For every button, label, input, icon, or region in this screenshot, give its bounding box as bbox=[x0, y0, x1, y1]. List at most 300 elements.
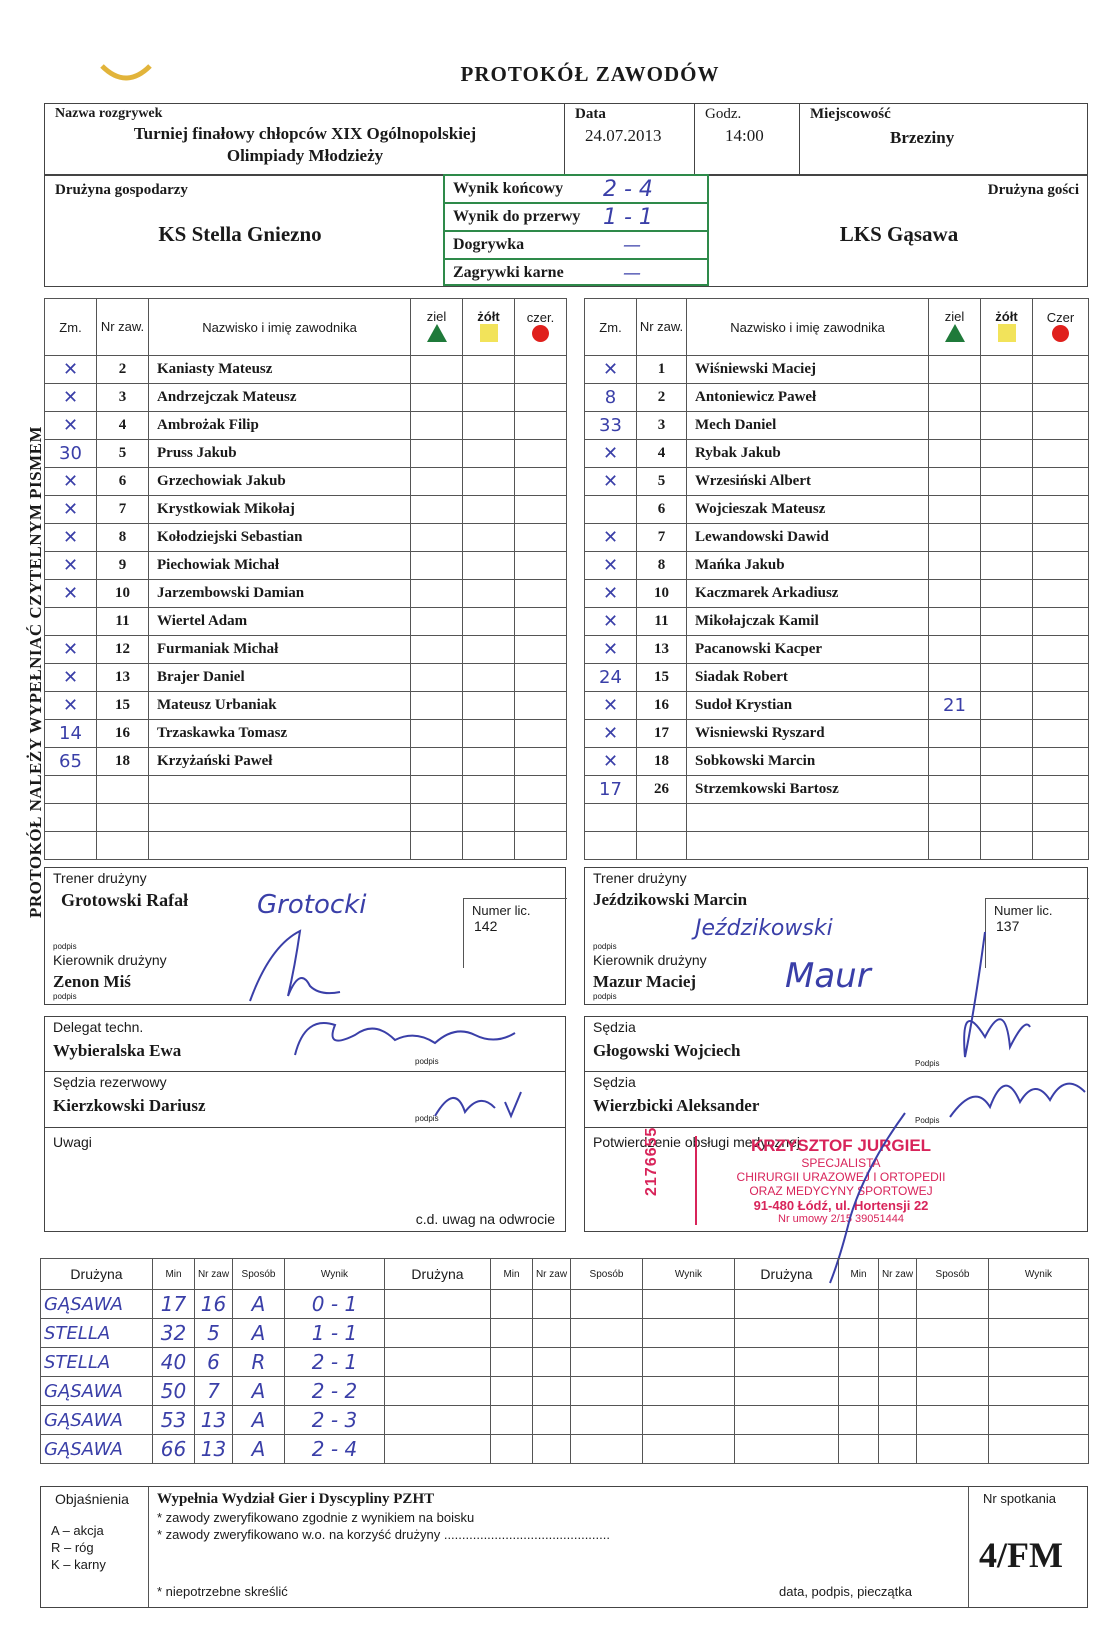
red-card-cell bbox=[515, 552, 567, 580]
goal-empty-cell bbox=[385, 1377, 491, 1406]
player-row bbox=[45, 720, 567, 748]
goals-col-team: Drużyna bbox=[735, 1259, 839, 1290]
player-name: Pruss Jakub bbox=[149, 440, 411, 468]
yellow-card-cell bbox=[981, 440, 1033, 468]
player-number: 11 bbox=[97, 608, 149, 636]
green-card-cell bbox=[929, 664, 981, 692]
side-instruction: PROTOKÓŁ NALEŻY WYPEŁNIAĆ CZYTELNYM PISMEM bbox=[26, 426, 45, 919]
player-number: 4 bbox=[97, 412, 149, 440]
sign-note: data, podpis, pieczątka bbox=[779, 1584, 912, 1599]
sub-mark: 14 bbox=[45, 720, 97, 748]
green-card-cell bbox=[411, 608, 463, 636]
sub-mark bbox=[45, 832, 97, 860]
goal-row bbox=[41, 1290, 1089, 1319]
sub-mark: ✕ bbox=[585, 468, 637, 496]
goal-empty-cell bbox=[643, 1377, 735, 1406]
sub-mark: ✕ bbox=[45, 412, 97, 440]
green-card-cell bbox=[929, 524, 981, 552]
goal-min: 17 bbox=[153, 1290, 195, 1319]
yellow-card-cell bbox=[981, 636, 1033, 664]
goal-empty-cell bbox=[385, 1319, 491, 1348]
yellow-card-cell bbox=[981, 748, 1033, 776]
green-card-cell bbox=[929, 776, 981, 804]
player-row bbox=[585, 636, 1089, 664]
col-red bbox=[515, 299, 567, 356]
sub-mark: 8 bbox=[585, 384, 637, 412]
player-row bbox=[45, 832, 567, 860]
red-card-cell bbox=[515, 580, 567, 608]
red-card-cell bbox=[515, 692, 567, 720]
final-score-value: 2 - 4 bbox=[603, 176, 653, 202]
sub-mark: ✕ bbox=[585, 692, 637, 720]
yellow-card-cell bbox=[981, 720, 1033, 748]
red-card-cell bbox=[515, 412, 567, 440]
player-name: Antoniewicz Paweł bbox=[687, 384, 929, 412]
teams-box bbox=[44, 175, 1088, 287]
goal-empty-cell bbox=[491, 1319, 533, 1348]
goal-empty-cell bbox=[989, 1377, 1089, 1406]
red-card-cell bbox=[1033, 552, 1089, 580]
legend-a: A – akcja bbox=[51, 1523, 104, 1538]
yellow-card-cell bbox=[981, 412, 1033, 440]
player-name: Furmaniak Michał bbox=[149, 636, 411, 664]
player-name: Mikołajczak Kamil bbox=[687, 608, 929, 636]
player-number: 15 bbox=[637, 664, 687, 692]
away-players-panel bbox=[584, 298, 1088, 860]
sub-mark: ✕ bbox=[585, 524, 637, 552]
page-title: PROTOKÓŁ ZAWODÓW bbox=[460, 62, 720, 86]
player-number bbox=[97, 804, 149, 832]
home-manager-signature bbox=[240, 926, 350, 1006]
sub-mark: ✕ bbox=[45, 524, 97, 552]
player-row bbox=[585, 748, 1089, 776]
sub-mark: ✕ bbox=[585, 720, 637, 748]
goal-empty-cell bbox=[533, 1348, 571, 1377]
goal-empty-cell bbox=[571, 1435, 643, 1464]
green-card-cell bbox=[929, 636, 981, 664]
goal-empty-cell bbox=[735, 1377, 839, 1406]
yellow-card-cell bbox=[463, 580, 515, 608]
player-name: Sobkowski Marcin bbox=[687, 748, 929, 776]
home-coach-label: Trener drużyny bbox=[53, 870, 147, 886]
player-name: Wiertel Adam bbox=[149, 608, 411, 636]
goal-empty-cell bbox=[839, 1348, 879, 1377]
goal-empty-cell bbox=[879, 1348, 917, 1377]
player-row bbox=[585, 608, 1089, 636]
red-card-cell bbox=[1033, 608, 1089, 636]
goal-empty-cell bbox=[533, 1435, 571, 1464]
referee1-signature bbox=[945, 927, 1035, 1077]
delegate-sign-label: podpis bbox=[415, 1057, 439, 1066]
sub-mark bbox=[45, 804, 97, 832]
home-license-number: 142 bbox=[474, 918, 498, 934]
green-card-cell bbox=[929, 832, 981, 860]
goal-empty-cell bbox=[989, 1406, 1089, 1435]
player-name: Kołodziejski Sebastian bbox=[149, 524, 411, 552]
green-card-cell bbox=[411, 580, 463, 608]
goals-col-team: Drużyna bbox=[41, 1259, 153, 1290]
goal-min: 32 bbox=[153, 1319, 195, 1348]
header-box bbox=[44, 103, 1088, 175]
goal-empty-cell bbox=[491, 1406, 533, 1435]
player-row bbox=[585, 412, 1089, 440]
goal-empty-cell bbox=[917, 1319, 989, 1348]
goal-team: GĄSAWA bbox=[41, 1377, 153, 1406]
half-score-label: Wynik do przerwy bbox=[453, 208, 581, 225]
player-name: Kaczmarek Arkadiusz bbox=[687, 580, 929, 608]
goal-row bbox=[41, 1377, 1089, 1406]
penalty-value: — bbox=[623, 262, 641, 284]
green-card-cell bbox=[929, 804, 981, 832]
sub-mark: ✕ bbox=[585, 440, 637, 468]
referee2-signature bbox=[945, 1062, 1089, 1126]
yellow-card-cell bbox=[981, 692, 1033, 720]
home-staff-box bbox=[44, 867, 566, 1005]
referee2-name: Wierzbicki Aleksander bbox=[593, 1096, 760, 1115]
yellow-square-icon bbox=[998, 324, 1016, 342]
player-number bbox=[637, 804, 687, 832]
green-card-cell bbox=[411, 720, 463, 748]
yellow-card-cell bbox=[463, 720, 515, 748]
competition-name-line1: Turniej finałowy chłopców XIX Ogólnopolskiej bbox=[133, 124, 477, 143]
player-row bbox=[585, 356, 1089, 384]
delegate-signature bbox=[285, 1005, 525, 1065]
yellow-card-cell bbox=[981, 804, 1033, 832]
goal-how: A bbox=[233, 1290, 285, 1319]
goal-result: 2 - 1 bbox=[285, 1348, 385, 1377]
red-card-cell bbox=[515, 832, 567, 860]
home-team-name: KS Stella Gniezno bbox=[158, 222, 322, 246]
red-card-cell bbox=[515, 720, 567, 748]
goal-empty-cell bbox=[385, 1435, 491, 1464]
player-name bbox=[149, 832, 411, 860]
yellow-card-cell bbox=[463, 832, 515, 860]
goals-col-min: Min bbox=[153, 1259, 195, 1290]
green-triangle-icon bbox=[427, 324, 447, 342]
goal-min: 40 bbox=[153, 1348, 195, 1377]
reserve-box bbox=[44, 1072, 566, 1128]
player-row bbox=[585, 692, 1089, 720]
goal-row bbox=[41, 1435, 1089, 1464]
goal-empty-cell bbox=[839, 1290, 879, 1319]
verification-line2: * zawody zweryfikowano w.o. na korzyść drużyny .............................................. bbox=[157, 1527, 610, 1542]
goal-empty-cell bbox=[735, 1435, 839, 1464]
player-number: 13 bbox=[97, 664, 149, 692]
green-card-cell bbox=[411, 440, 463, 468]
player-number: 18 bbox=[637, 748, 687, 776]
home-license-box bbox=[463, 898, 567, 968]
yellow-card-cell bbox=[981, 468, 1033, 496]
legend-cell bbox=[41, 1487, 149, 1607]
place-cell bbox=[800, 104, 1087, 174]
player-number: 11 bbox=[637, 608, 687, 636]
goal-team: STELLA bbox=[41, 1348, 153, 1377]
reserve-signature bbox=[425, 1072, 535, 1126]
home-players-table bbox=[44, 298, 567, 860]
sub-mark: 65 bbox=[45, 748, 97, 776]
sub-mark: ✕ bbox=[45, 384, 97, 412]
player-name: Grzechowiak Jakub bbox=[149, 468, 411, 496]
away-license-label: Numer lic. bbox=[994, 903, 1053, 918]
player-row bbox=[585, 580, 1089, 608]
goal-empty-cell bbox=[879, 1319, 917, 1348]
yellow-card-cell bbox=[463, 692, 515, 720]
player-row bbox=[45, 608, 567, 636]
goals-col-result: Wynik bbox=[989, 1259, 1089, 1290]
red-card-cell bbox=[515, 496, 567, 524]
player-name: Lewandowski Dawid bbox=[687, 524, 929, 552]
player-row bbox=[585, 720, 1089, 748]
player-number: 6 bbox=[97, 468, 149, 496]
goals-col-min: Min bbox=[839, 1259, 879, 1290]
goal-nr: 6 bbox=[195, 1348, 233, 1377]
player-name bbox=[687, 804, 929, 832]
sub-mark: ✕ bbox=[45, 664, 97, 692]
goal-empty-cell bbox=[491, 1435, 533, 1464]
player-number: 3 bbox=[637, 412, 687, 440]
goals-panel bbox=[40, 1258, 1088, 1464]
player-number: 2 bbox=[637, 384, 687, 412]
player-name: Wrzesiński Albert bbox=[687, 468, 929, 496]
player-number bbox=[637, 832, 687, 860]
goal-empty-cell bbox=[879, 1435, 917, 1464]
player-row bbox=[45, 496, 567, 524]
goal-empty-cell bbox=[643, 1348, 735, 1377]
player-name: Kaniasty Mateusz bbox=[149, 356, 411, 384]
player-row bbox=[45, 804, 567, 832]
home-manager-sign-label: podpis bbox=[53, 992, 77, 1001]
sub-mark: ✕ bbox=[45, 580, 97, 608]
goal-result: 2 - 2 bbox=[285, 1377, 385, 1406]
player-row bbox=[585, 440, 1089, 468]
stamp-line3: ORAZ MEDYCYNY SPORTOWEJ bbox=[749, 1184, 933, 1198]
goal-empty-cell bbox=[917, 1290, 989, 1319]
goal-nr: 16 bbox=[195, 1290, 233, 1319]
player-name: Strzemkowski Bartosz bbox=[687, 776, 929, 804]
col-zm: Zm. bbox=[45, 299, 97, 356]
referee2-label: Sędzia bbox=[593, 1074, 636, 1090]
goal-how: A bbox=[233, 1435, 285, 1464]
green-card-cell bbox=[411, 832, 463, 860]
green-card-label: ziel bbox=[426, 309, 447, 324]
green-card-cell bbox=[411, 524, 463, 552]
goal-empty-cell bbox=[385, 1348, 491, 1377]
player-number: 8 bbox=[637, 552, 687, 580]
goal-empty-cell bbox=[533, 1406, 571, 1435]
half-score-value: 1 - 1 bbox=[603, 204, 653, 230]
red-card-label: Czer bbox=[1046, 309, 1075, 325]
time-value: 14:00 bbox=[725, 126, 764, 145]
col-name: Nazwisko i imię zawodnika bbox=[687, 299, 929, 356]
goal-nr: 13 bbox=[195, 1435, 233, 1464]
goal-how: A bbox=[233, 1319, 285, 1348]
sub-mark bbox=[585, 496, 637, 524]
red-card-cell bbox=[1033, 720, 1089, 748]
away-coach-sign-label: podpis bbox=[593, 942, 617, 951]
red-card-cell bbox=[515, 636, 567, 664]
time-label: Godz. bbox=[705, 106, 742, 122]
yellow-card-cell bbox=[463, 804, 515, 832]
green-card-cell bbox=[929, 412, 981, 440]
green-card-cell bbox=[929, 356, 981, 384]
away-coach-name: Jeździkowski Marcin bbox=[593, 890, 748, 909]
sub-mark: 30 bbox=[45, 440, 97, 468]
final-score-label: Wynik końcowy bbox=[453, 180, 564, 197]
home-coach-sign-label: podpis bbox=[53, 942, 77, 951]
red-card-cell bbox=[515, 356, 567, 384]
sub-mark bbox=[45, 608, 97, 636]
yellow-card-cell bbox=[981, 664, 1033, 692]
goal-team: GĄSAWA bbox=[41, 1435, 153, 1464]
extra-time-value: — bbox=[623, 234, 641, 256]
player-number bbox=[97, 776, 149, 804]
red-card-cell bbox=[1033, 748, 1089, 776]
col-nr: Nr zaw. bbox=[97, 299, 149, 356]
home-coach-name: Grotowski Rafał bbox=[61, 890, 189, 910]
green-card-cell bbox=[929, 552, 981, 580]
referee1-name: Głogowski Wojciech bbox=[593, 1041, 741, 1060]
yellow-card-cell bbox=[463, 440, 515, 468]
player-row bbox=[585, 552, 1089, 580]
green-card-cell bbox=[411, 552, 463, 580]
yellow-card-cell bbox=[981, 552, 1033, 580]
player-name: Pacanowski Kacper bbox=[687, 636, 929, 664]
goal-empty-cell bbox=[735, 1406, 839, 1435]
goals-col-how: Sposób bbox=[571, 1259, 643, 1290]
goal-empty-cell bbox=[533, 1319, 571, 1348]
yellow-card-cell bbox=[463, 356, 515, 384]
player-name: Trzaskawka Tomasz bbox=[149, 720, 411, 748]
yellow-card-cell bbox=[463, 524, 515, 552]
date-value: 24.07.2013 bbox=[585, 126, 662, 145]
player-name: Brajer Daniel bbox=[149, 664, 411, 692]
away-manager-name: Mazur Maciej bbox=[593, 972, 697, 991]
player-name: Andrzejczak Mateusz bbox=[149, 384, 411, 412]
date-label: Data bbox=[575, 106, 606, 122]
yellow-card-cell bbox=[981, 776, 1033, 804]
player-number: 9 bbox=[97, 552, 149, 580]
sub-mark: 17 bbox=[585, 776, 637, 804]
yellow-square-icon bbox=[480, 324, 498, 342]
red-card-cell bbox=[1033, 636, 1089, 664]
home-manager-name: Zenon Miś bbox=[53, 972, 131, 991]
green-card-cell bbox=[411, 804, 463, 832]
goal-empty-cell bbox=[989, 1290, 1089, 1319]
player-name bbox=[149, 776, 411, 804]
player-number: 10 bbox=[637, 580, 687, 608]
player-number: 16 bbox=[637, 692, 687, 720]
player-number: 13 bbox=[637, 636, 687, 664]
player-number: 12 bbox=[97, 636, 149, 664]
green-card-cell bbox=[411, 748, 463, 776]
goals-col-nr: Nr zaw bbox=[533, 1259, 571, 1290]
sub-mark: ✕ bbox=[45, 468, 97, 496]
player-row bbox=[45, 776, 567, 804]
goal-empty-cell bbox=[643, 1290, 735, 1319]
goal-empty-cell bbox=[839, 1377, 879, 1406]
goal-empty-cell bbox=[989, 1348, 1089, 1377]
red-card-cell bbox=[515, 776, 567, 804]
player-row bbox=[585, 776, 1089, 804]
goal-empty-cell bbox=[839, 1319, 879, 1348]
player-row bbox=[585, 496, 1089, 524]
player-name bbox=[687, 832, 929, 860]
stamp-line1: SPECJALISTA bbox=[801, 1156, 881, 1170]
delegate-name: Wybieralska Ewa bbox=[53, 1041, 182, 1060]
red-card-cell bbox=[1033, 356, 1089, 384]
yellow-card-cell bbox=[463, 748, 515, 776]
referee2-sign-label: Podpis bbox=[915, 1116, 940, 1125]
player-row bbox=[45, 412, 567, 440]
goal-empty-cell bbox=[735, 1319, 839, 1348]
player-name: Mech Daniel bbox=[687, 412, 929, 440]
red-card-cell bbox=[515, 468, 567, 496]
time-cell bbox=[695, 104, 800, 174]
stamp-name: KRZYSZTOF JURGIEL bbox=[750, 1136, 932, 1155]
away-manager-sign-label: podpis bbox=[593, 992, 617, 1001]
goal-result: 0 - 1 bbox=[285, 1290, 385, 1319]
goals-col-nr: Nr zaw bbox=[879, 1259, 917, 1290]
red-card-cell bbox=[515, 384, 567, 412]
remarks-label: Uwagi bbox=[53, 1134, 92, 1150]
verification-cell bbox=[149, 1487, 969, 1607]
goal-empty-cell bbox=[879, 1377, 917, 1406]
player-row bbox=[45, 664, 567, 692]
player-number: 18 bbox=[97, 748, 149, 776]
goal-min: 50 bbox=[153, 1377, 195, 1406]
yellow-card-cell bbox=[463, 664, 515, 692]
player-number: 10 bbox=[97, 580, 149, 608]
yellow-card-cell bbox=[981, 384, 1033, 412]
goal-empty-cell bbox=[385, 1406, 491, 1435]
extra-time-label: Dogrywka bbox=[453, 236, 525, 253]
home-coach-signature: Grotocki bbox=[257, 890, 367, 920]
verification-title: Wypełnia Wydział Gier i Dyscypliny PZHT bbox=[157, 1491, 435, 1507]
goal-empty-cell bbox=[491, 1290, 533, 1319]
yellow-card-cell bbox=[463, 552, 515, 580]
remarks-continued: c.d. uwag na odwrocie bbox=[415, 1211, 555, 1227]
sub-mark: ✕ bbox=[585, 552, 637, 580]
red-card-label: czer. bbox=[526, 309, 555, 325]
yellow-card-cell bbox=[463, 468, 515, 496]
goal-how: R bbox=[233, 1348, 285, 1377]
goal-empty-cell bbox=[735, 1348, 839, 1377]
goal-result: 1 - 1 bbox=[285, 1319, 385, 1348]
match-number: 4/FM bbox=[979, 1535, 1063, 1575]
goal-empty-cell bbox=[917, 1348, 989, 1377]
goal-empty-cell bbox=[491, 1348, 533, 1377]
player-name: Sudoł Krystian bbox=[687, 692, 929, 720]
goal-empty-cell bbox=[879, 1406, 917, 1435]
green-card-cell bbox=[411, 384, 463, 412]
sub-mark: ✕ bbox=[585, 636, 637, 664]
goal-empty-cell bbox=[533, 1377, 571, 1406]
player-name: Krzyżański Paweł bbox=[149, 748, 411, 776]
legend-k: K – karny bbox=[51, 1557, 106, 1572]
goals-col-how: Sposób bbox=[233, 1259, 285, 1290]
player-number: 3 bbox=[97, 384, 149, 412]
player-number: 7 bbox=[637, 524, 687, 552]
col-zm: Zm. bbox=[585, 299, 637, 356]
red-card-cell bbox=[1033, 412, 1089, 440]
player-name: Ambrożak Filip bbox=[149, 412, 411, 440]
green-card-cell bbox=[929, 580, 981, 608]
away-players-table bbox=[584, 298, 1089, 860]
player-name bbox=[149, 804, 411, 832]
goal-empty-cell bbox=[839, 1435, 879, 1464]
col-red bbox=[1033, 299, 1089, 356]
goal-nr: 7 bbox=[195, 1377, 233, 1406]
